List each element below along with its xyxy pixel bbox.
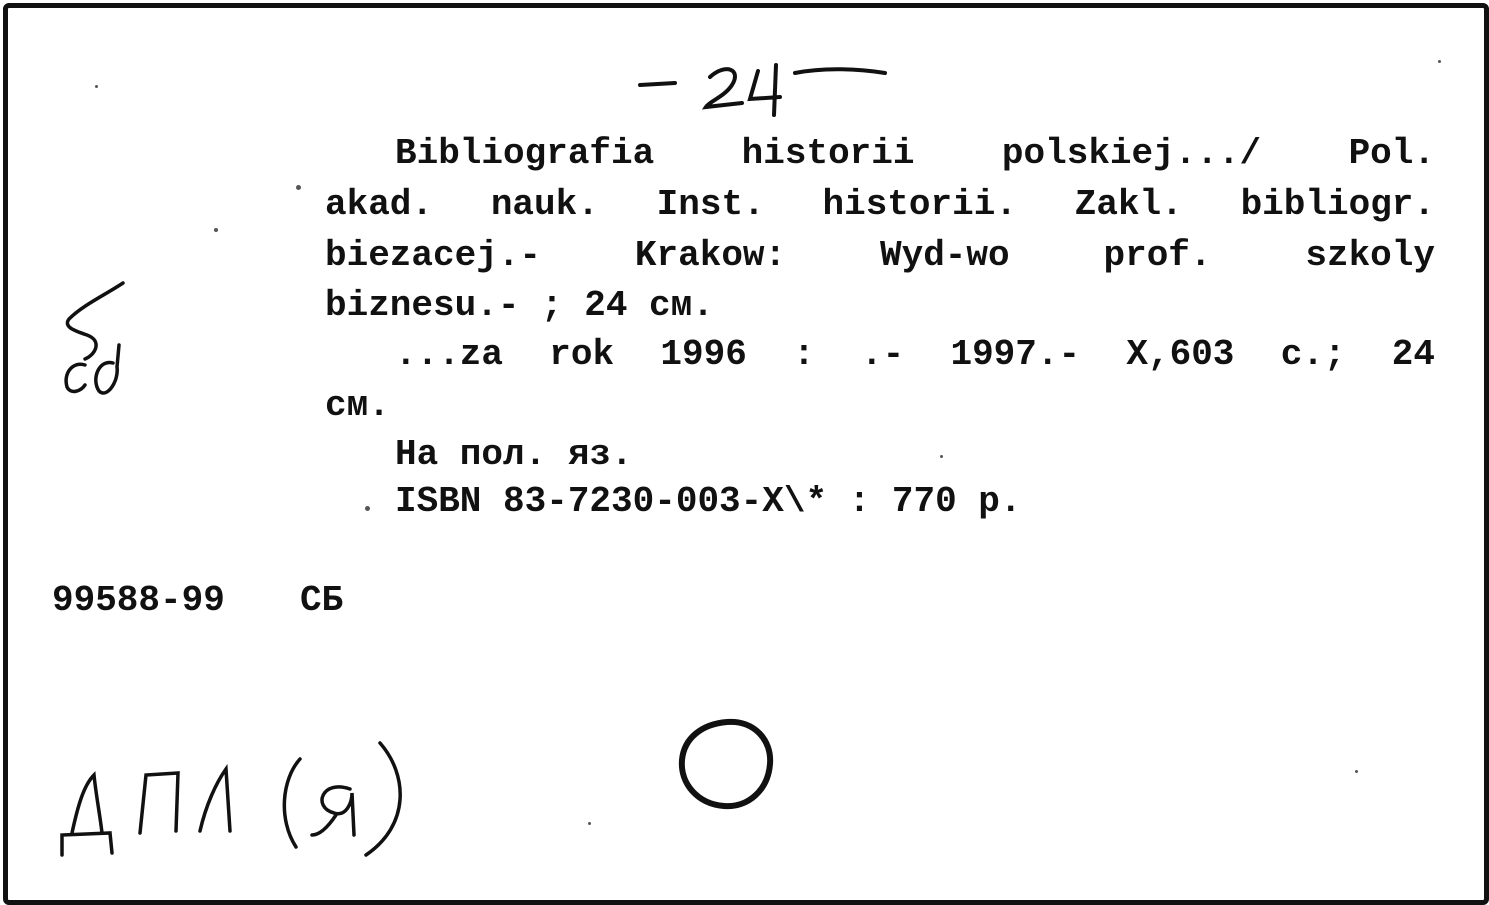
handwritten-shelf-mark	[50, 735, 420, 870]
isbn-line: ISBN 83-7230-003-X\* : 770 р.	[395, 481, 1022, 522]
language-note: На пол. яз.	[395, 434, 633, 475]
volume-line: ...za rok 1996 : .- 1997.- X,603 с.; 24	[395, 334, 1435, 375]
handwritten-margin-mark	[55, 275, 135, 405]
scan-speck	[296, 185, 301, 190]
volume-line-continued: см.	[325, 385, 390, 426]
scan-speck	[940, 455, 943, 458]
card-punch-hole	[672, 712, 782, 817]
handwritten-card-number	[630, 55, 900, 125]
inventory-number: 99588-99	[52, 580, 225, 621]
entry-line-2: akad. nauk. Inst. historii. Zakl. bibliogr.	[325, 184, 1435, 225]
entry-line-3: biezacej.- Krakow: Wyd-wo prof. szkoly	[325, 235, 1435, 276]
scan-speck	[365, 506, 370, 511]
scan-speck	[1438, 60, 1441, 63]
scan-speck	[95, 85, 98, 88]
inventory-code: СБ	[300, 580, 344, 621]
scan-speck	[1355, 770, 1358, 773]
entry-line-4: biznesu.- ; 24 см.	[325, 285, 714, 326]
entry-line-1: Bibliografia historii polskiej.../ Pol.	[395, 133, 1435, 174]
scan-speck	[588, 822, 591, 825]
scan-speck	[214, 228, 218, 232]
